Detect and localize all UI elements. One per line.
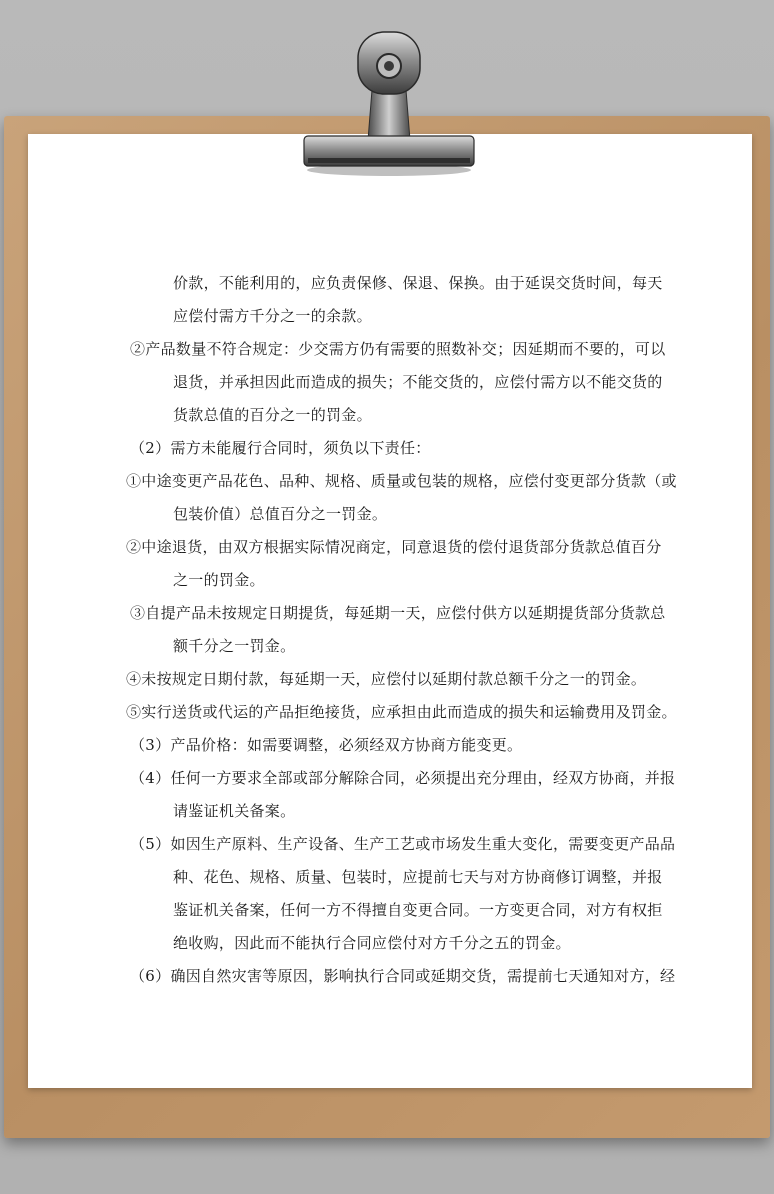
- text-line: 鉴证机关备案，任何一方不得擅自变更合同。一方变更合同，对方有权拒: [173, 901, 663, 919]
- text-line: ④未按规定日期付款，每延期一天，应偿付以延期付款总额千分之一的罚金。: [126, 670, 647, 688]
- text-line: （4）任何一方要求全部或部分解除合同，必须提出充分理由，经双方协商，并报: [130, 769, 676, 787]
- text-line: ②产品数量不符合规定：少交需方仍有需要的照数补交；因延期而不要的，可以: [130, 340, 666, 358]
- text-line: （3）产品价格：如需要调整，必须经双方协商方能变更。: [130, 736, 523, 754]
- text-line: 种、花色、规格、质量、包装时，应提前七天与对方协商修订调整，并报: [173, 868, 663, 886]
- text-line: 额千分之一罚金。: [173, 637, 296, 655]
- binder-clip-icon: [300, 28, 478, 178]
- text-line: 退货，并承担因此而造成的损失；不能交货的，应偿付需方以不能交货的: [173, 373, 663, 391]
- text-line: 包装价值）总值百分之一罚金。: [173, 505, 388, 523]
- text-line: ②中途退货，由双方根据实际情况商定，同意退货的偿付退货部分货款总值百分: [126, 538, 662, 556]
- text-line: （6）确因自然灾害等原因，影响执行合同或延期交货，需提前七天通知对方，经: [130, 967, 676, 985]
- text-line: 货款总值的百分之一的罚金。: [173, 406, 372, 424]
- text-line: 价款，不能利用的，应负责保修、保退、保换。由于延误交货时间，每天: [173, 274, 663, 292]
- text-line: （5）如因生产原料、生产设备、生产工艺或市场发生重大变化，需要变更产品品: [130, 835, 676, 853]
- text-line: 绝收购，因此而不能执行合同应偿付对方千分之五的罚金。: [173, 934, 571, 952]
- document-page: [28, 134, 752, 1088]
- text-line: ③自提产品未按规定日期提货，每延期一天，应偿付供方以延期提货部分货款总: [130, 604, 666, 622]
- text-line: （2）需方未能履行合同时，须负以下责任：: [130, 439, 431, 457]
- text-line: 应偿付需方千分之一的余款。: [173, 307, 372, 325]
- text-line: 之一的罚金。: [173, 571, 265, 589]
- text-line: ①中途变更产品花色、品种、规格、质量或包装的规格，应偿付变更部分货款（或: [126, 472, 677, 490]
- text-line: 请鉴证机关备案。: [173, 802, 296, 820]
- text-line: ⑤实行送货或代运的产品拒绝接货，应承担由此而造成的损失和运输费用及罚金。: [126, 703, 677, 721]
